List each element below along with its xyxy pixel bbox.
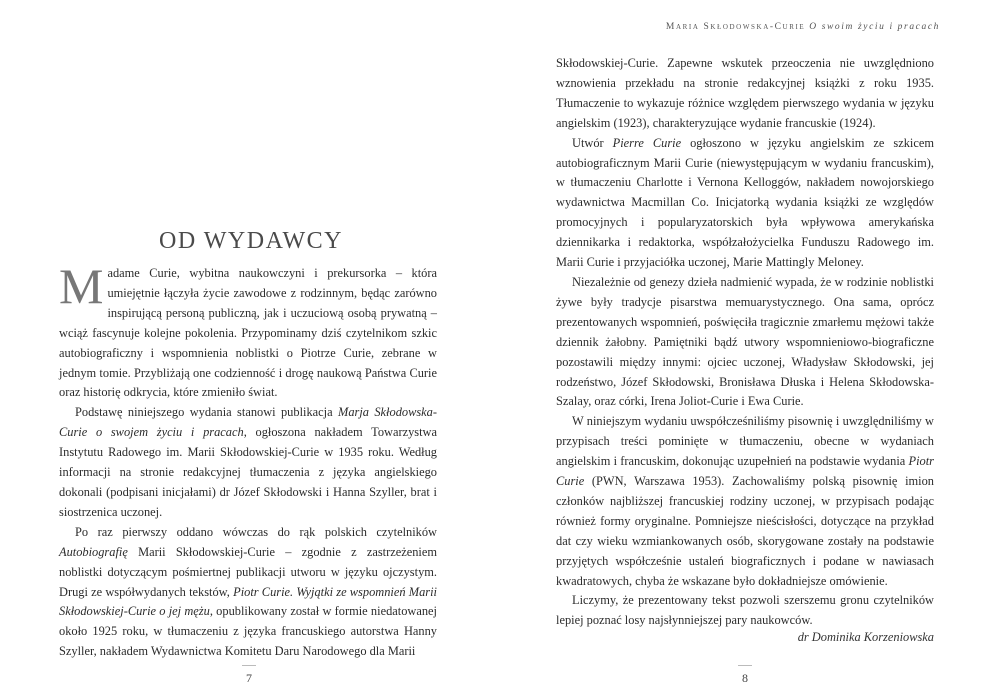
header-author: Maria Skłodowska-Curie xyxy=(665,22,806,32)
paragraph-8: Liczymy, że prezentowany tekst pozwoli szerszemu gronu czytelników lepiej poznać losy najsłynniejszej pary naukowców. xyxy=(556,593,934,628)
page-number-right: 8 xyxy=(725,671,765,686)
paragraph-2: Podstawę niniejszego wydania stanowi publikacja Marja Skłodowska-Curie o swojem życiu i pracach, ogłoszona nakładem Towarzystwa Instytutu Radowego im. Marii Skłodowskiej-Curie w 1935 roku. Według informacji na stronie redakcyjnej tłumaczenia z języka angielskiego dokonali (podpisani inicjałami) dr Józef Skłodowski i Hanna Szyller, brat i siostrzenica uczonej. xyxy=(59,405,437,519)
paragraph-3: Po raz pierwszy oddano wówczas do rąk polskich czytelników Autobiografię Marii Skłodowskiej-Curie – zgodnie z zastrzeżeniem noblistki dotyczącym pośmiertnej publikacji utworu w języku ojczystym. Drugi ze współwydanych tekstów, Piotr Curie. Wyjątki ze wspomnień Marii Skłodowskiej-Curie o jej mężu, opublikowany został w formie niedatowanej około 1925 roku, w tłumaczeniu z języka francuskiego autorstwa Hanny Szyller, nakładem Wydawnictwa Komitetu Daru Narodowego dla Marii xyxy=(59,524,437,659)
paragraph-6: Niezależnie od genezy dzieła nadmienić wypada, że w rodzinie noblistki żywe były tradycje pisarstwa memuarystycznego. Ona sama, oprócz prezentowanych wspomnień, poświęciła tragicznie zmarłemu mężowi także dziennik żałobny. Pamiętniki bądź utwory wspomnieniowo-biograficzne pozostawili między innymi: ojciec uczonej, Władysław Skłodowski, jej rodzeństwo, Józef Skłodowski, Bronisława Dłuska i Helena Skłodowska-Szalay, oraz córki, Irena Joliot-Curie i Ewa Curie. xyxy=(556,274,934,409)
running-header xyxy=(565,22,940,32)
paragraph-1: Madame Curie, wybitna naukowczyni i prekursorka – która umiejętnie łączyła życie zawodowe z rodzinnym, będąc zarówno inspirującą personą publiczną, jak i uczuciową osobą prywatną – wciąż fascynuje kolejne pokolenia. Przypominamy dziś czytelnikom szkic autobiograficzny i wspomnienia noblistki o Piotrze Curie, zebrane w jednym tomie. Przybliżają one codzienność i drogę naukową Państwa Curie oraz historię odkrycia, które zmieniło świat. xyxy=(59,258,437,400)
right-page xyxy=(500,0,1000,700)
page-number-left: 7 xyxy=(229,671,269,686)
signature: dr Dominika Korzeniowska xyxy=(797,630,934,644)
right-body-text xyxy=(556,54,934,631)
paragraph-4: Skłodowskiej-Curie. Zapewne wskutek przeoczenia nie uwzględniono wznowienia przekładu na stronie redakcyjnej książki z roku 1935. Tłumaczenie to wykazuje różnice względem pierwszego wydania w języku angielskim (1923), charakteryzujące wydanie francuskie (1924). xyxy=(556,56,934,130)
chapter-title: OD WYDAWCY xyxy=(159,228,343,254)
paragraph-7: W niniejszym wydaniu uwspółcześniliśmy pisownię i uwzględniliśmy w przypisach treści pominięte w tłumaczeniu, obecne w wydaniach angielskim i francuskim, dokonując uzupełnień na podstawie wydania Piotr Curie (PWN, Warszawa 1953). Zachowaliśmy polską pisownię imion członków najbliższej francuskiej rodziny uczonej, w przypisach podając również formy oryginalne. Pomniejsze nieścisłości, dotyczące na przykład dat czy wieku wzmiankowanych osób, skorygowane zostały na podstawie przyjętych współcześnie ustaleń biograficznych i podane w nawiasach kwadratowych, chyba że wskazane było dokładniejsze omówienie. xyxy=(556,414,934,588)
left-body-text xyxy=(59,258,437,662)
paragraph-5: Utwór Pierre Curie ogłoszono w języku angielskim ze szkicem autobiograficznym Marii Curie (niewystępującym w wydaniu francuskim), w tłumaczeniu Charlotte i Vernona Kelloggów, nakładem nowojorskiego wydawnictwa Macmillan Co. Inicjatorką wydania książki ze względów promocyjnych i popularyzatorskich była wpływowa amerykańska dziennikarka i redaktorka, współzałożycielka Funduszu Radowego im. Marii Curie i przyjaciółka uczonej, Marie Mattingly Meloney. xyxy=(556,135,934,270)
drop-cap: M xyxy=(59,258,104,314)
header-title: O swoim życiu i pracach xyxy=(809,22,940,32)
